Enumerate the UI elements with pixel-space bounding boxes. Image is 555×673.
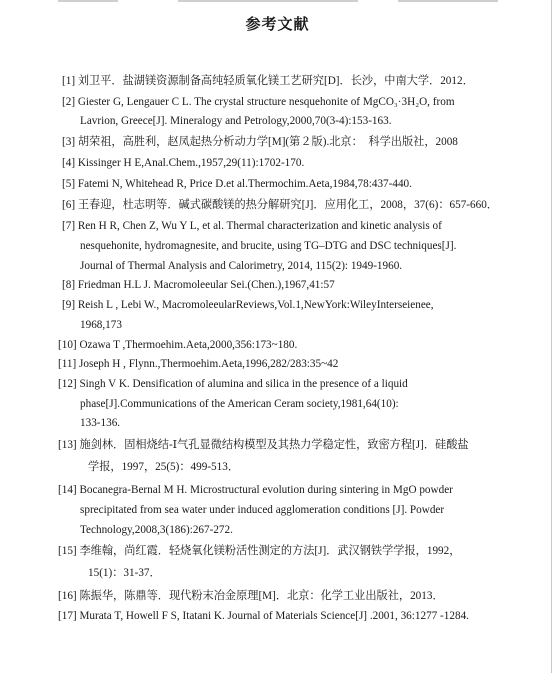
reference-text: Ozawa T ,Thermoehim.Aeta,2000,356:173~180. xyxy=(79,339,298,351)
reference-text: 王春迎，杜志明等．碱式碳酸镁的热分解研究[J]．应用化工，2008，37(6)：657-660． xyxy=(77,199,498,211)
reference-item xyxy=(62,218,442,234)
reference-text: 胡荣祖，高胜利，赵凤起热分析动力学[M](第２版).北京： 科学出版社，2008 xyxy=(77,136,458,148)
reference-text: Fatemi N, Whitehead R, Price D.et al.Thermochim.Aeta,1984,78:437-440. xyxy=(77,178,412,190)
reference-label: [3] xyxy=(62,136,76,148)
reference-text: Singh V K. Densification of alumina and silica in the presence of a liquid xyxy=(79,378,408,390)
reference-item xyxy=(62,297,434,313)
reference-text-continuation: Journal of Thermal Analysis and Calorimetry, 2014, 115(2): 1949-1960. xyxy=(80,260,403,272)
reference-text-continuation: Lavrion, Greece[J]. Mineralogy and Petrology,2000,70(3-4):153-163. xyxy=(80,115,392,127)
reference-item xyxy=(62,277,335,293)
reference-item xyxy=(58,588,444,604)
reference-text: Giester G, Lengauer C L. The crystal structure nesquehonite of MgCO₃·3H₂O, from xyxy=(77,96,455,108)
reference-text: Joseph H , Flynn.,Thermoehim.Aeta,1996,282/283:35~42 xyxy=(79,358,339,370)
reference-label: [14] xyxy=(58,484,77,496)
reference-label: [12] xyxy=(58,378,77,390)
reference-text-continuation: phase[J].Communications of the American Ceram society,1981,64(10): xyxy=(80,398,399,410)
header-rule-segment xyxy=(398,0,498,2)
reference-label: [10] xyxy=(58,339,77,351)
reference-label: [11] xyxy=(58,358,77,370)
reference-text: 刘卫平．盐湖镁资源制备高纯轻质氧化镁工艺研究[D]．长沙，中南大学．2012． xyxy=(77,75,474,87)
reference-item xyxy=(58,482,453,498)
reference-text: Ren H R, Chen Z, Wu Y L, et al. Thermal characterization and kinetic analysis of xyxy=(77,220,442,232)
reference-item xyxy=(62,94,455,110)
reference-item xyxy=(58,376,408,392)
reference-item xyxy=(62,155,304,171)
reference-label: [15] xyxy=(58,545,77,557)
reference-label: [13] xyxy=(58,439,77,451)
reference-text-continuation: 1968,173 xyxy=(80,319,122,331)
reference-item xyxy=(62,176,412,192)
reference-text: 施剑林．固相烧结-Ⅰ气孔显微结构模型及其热力学稳定性，致密方程[J]．硅酸盐 xyxy=(79,439,469,451)
reference-item xyxy=(58,543,460,559)
reference-text: Friedman H.L J. Macromoleeular Sei.(Chen.),1967,41:57 xyxy=(77,279,335,291)
reference-text-continuation: 学报，1997，25(5)：499-513． xyxy=(88,461,240,473)
reference-item xyxy=(62,73,474,89)
reference-label: [1] xyxy=(62,75,76,87)
reference-text-continuation: Technology,2008,3(186):267-272. xyxy=(80,524,233,536)
reference-text: 李维翰，尚红霞．轻烧氧化镁粉活性测定的方法[J]．武汉钢铁学学报，1992， xyxy=(79,545,461,557)
reference-text: Reish L , Lebi W., MacromoleeularReviews,Vol.1,NewYork:WileyInterseienee, xyxy=(77,299,434,311)
reference-item xyxy=(58,608,469,624)
reference-item xyxy=(58,337,297,353)
header-rule-segment xyxy=(58,0,118,2)
reference-text: 陈振华，陈鼎等．现代粉末冶金原理[M]．北京：化学工业出版社，2013． xyxy=(79,590,444,602)
page-edge-rule xyxy=(551,0,552,673)
reference-item xyxy=(62,197,498,213)
reference-text: Kissinger H E,Anal.Chem.,1957,29(11):1702-170. xyxy=(77,157,305,169)
reference-item xyxy=(58,437,469,453)
reference-item xyxy=(58,356,338,372)
reference-label: [6] xyxy=(62,199,76,211)
reference-label: [2] xyxy=(62,96,76,108)
reference-text: Murata T, Howell F S, Itatani K. Journal of Materials Science[J] .2001, 36:1277 -1284. xyxy=(79,610,469,622)
header-rule-segment xyxy=(178,0,358,2)
reference-label: [4] xyxy=(62,157,76,169)
reference-item xyxy=(62,134,458,150)
reference-label: [17] xyxy=(58,610,77,622)
reference-text-continuation: nesquehonite, hydromagnesite, and brucite, using TG–DTG and DSC techniques[J]. xyxy=(80,240,457,252)
reference-label: [8] xyxy=(62,279,76,291)
reference-text-continuation: sprecipitated from sea water under induced agglomeration conditions [J]. Powder xyxy=(80,504,445,516)
reference-label: [7] xyxy=(62,220,76,232)
reference-text: Bocanegra-Bernal M H. Microstructural evolution during sintering in MgO powder xyxy=(79,484,453,496)
reference-text-continuation: 15(1)：31-37． xyxy=(88,567,161,579)
reference-label: [9] xyxy=(62,299,76,311)
page-title: 参考文献 xyxy=(245,15,310,33)
reference-label: [5] xyxy=(62,178,76,190)
reference-text-continuation: 133-136. xyxy=(80,417,121,429)
reference-label: [16] xyxy=(58,590,77,602)
